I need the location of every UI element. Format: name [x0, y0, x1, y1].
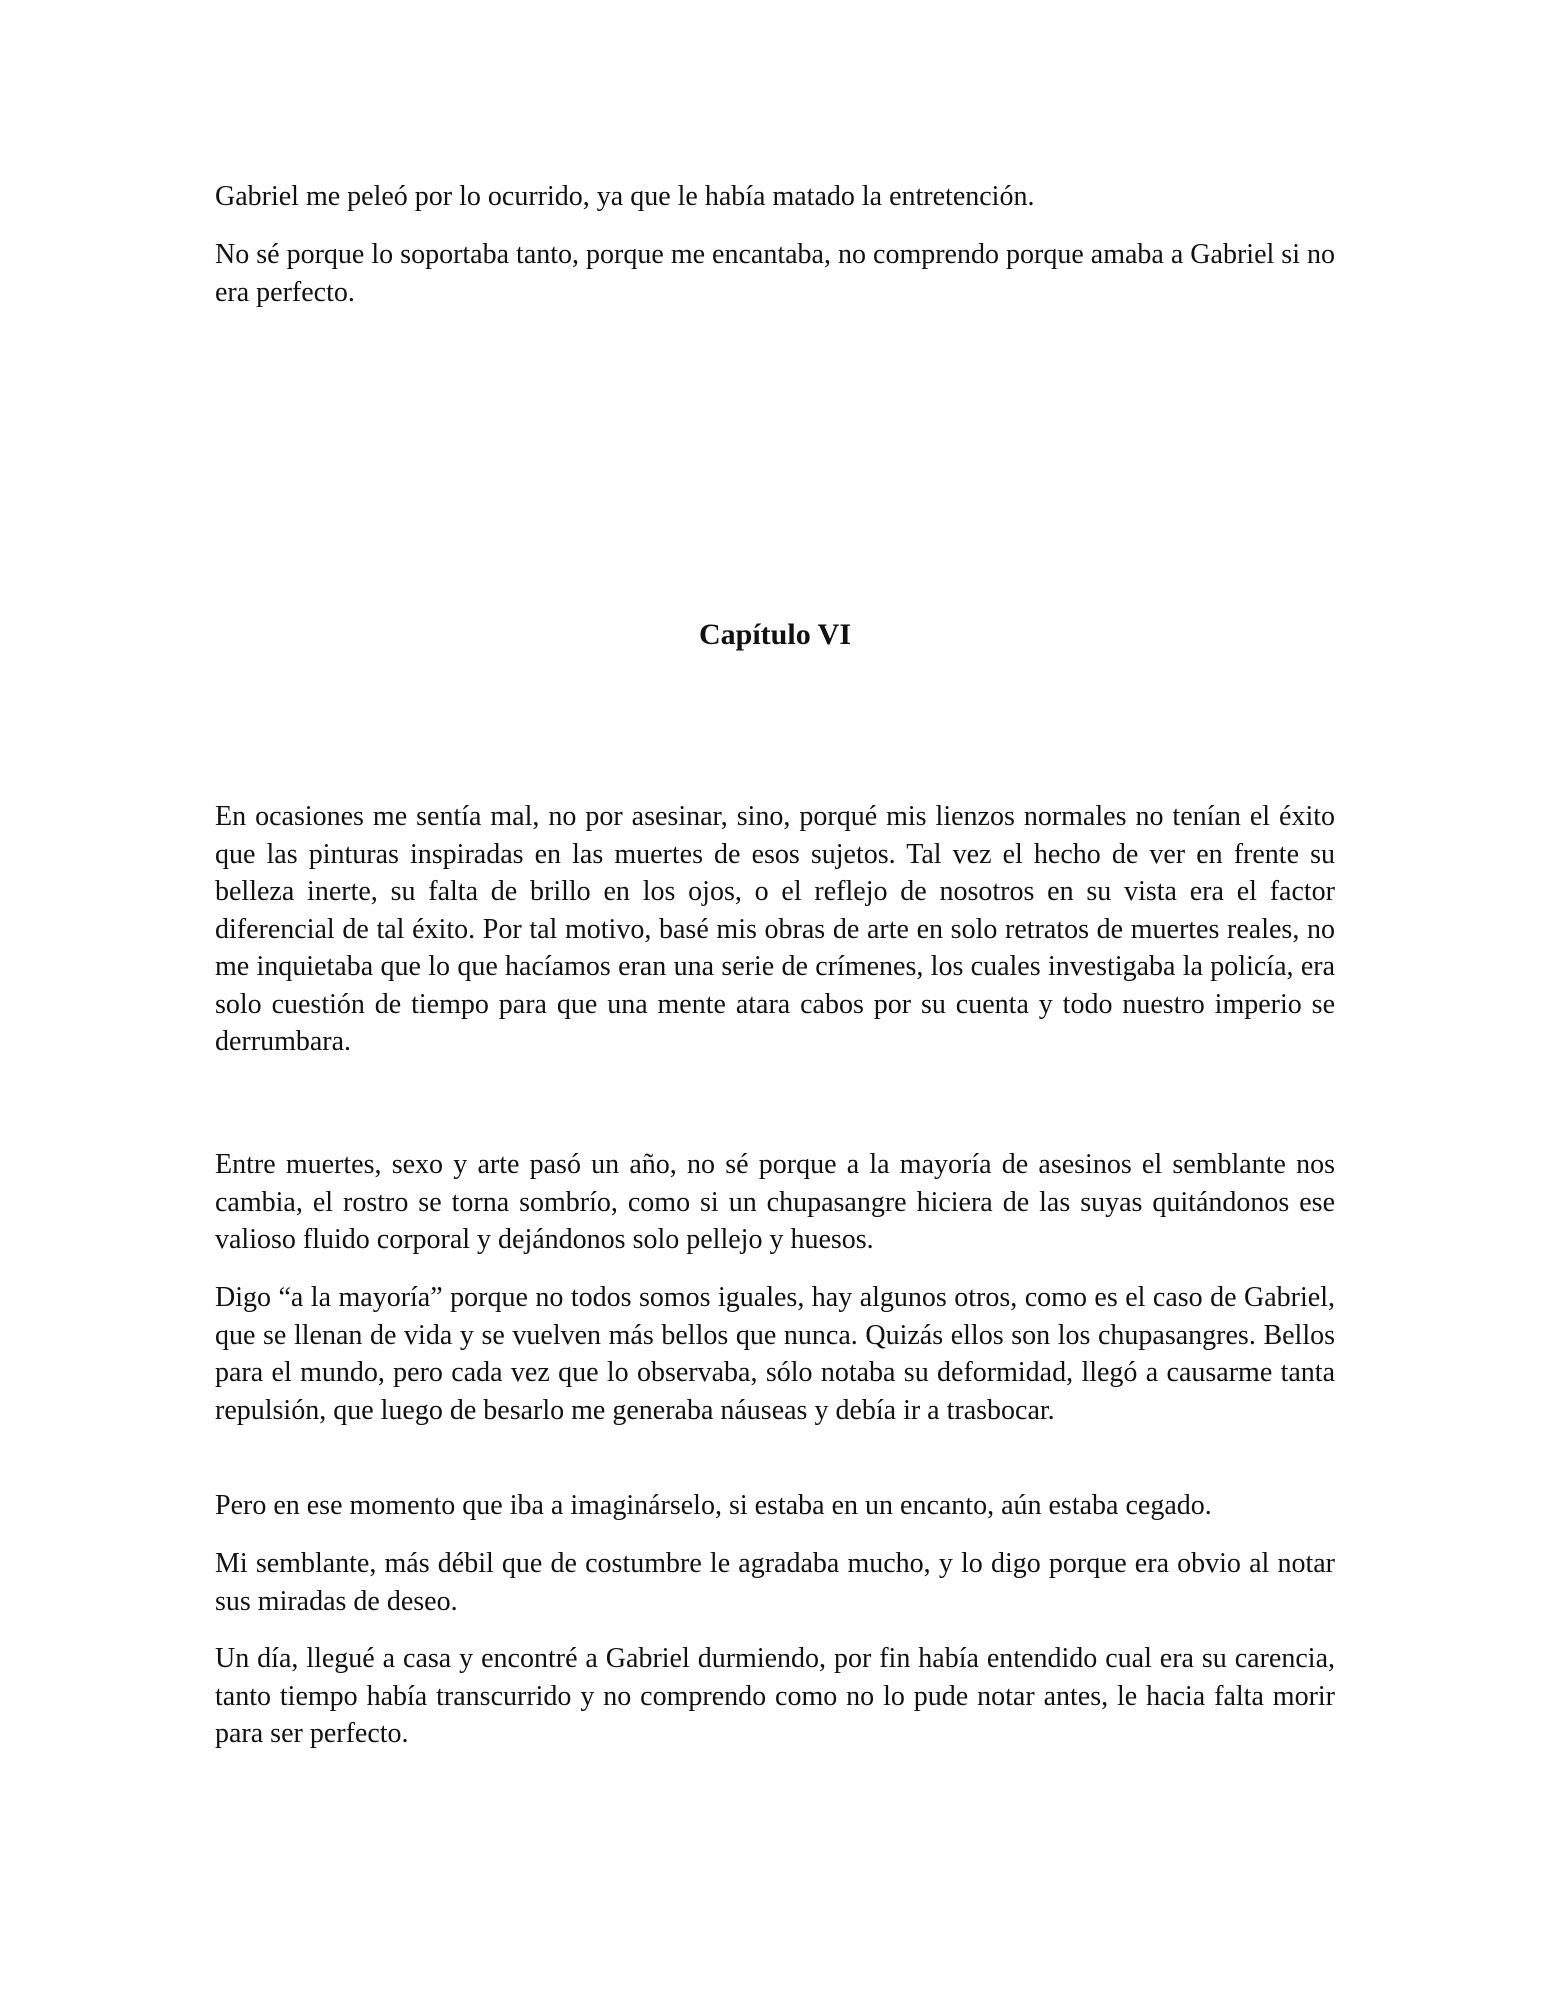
- paragraph-no-se-porque: No sé porque lo soportaba tanto, porque me encantaba, no comprendo porque amaba a Gabriel si no era perfecto.: [215, 239, 1335, 308]
- paragraph-digo-a-la-mayoria: Digo “a la mayoría” porque no todos somos iguales, hay algunos otros, como es el caso de Gabriel, que se llenan de vida y se vuelven más bellos que nunca. Quizás ellos son los chupasangres. Bellos para el mundo, pero cada vez que lo observaba, sólo notaba su deformidad, llegó a causarme tanta repulsión, que luego de besarlo me generaba náuseas y debía ir a trasbocar.: [215, 1282, 1335, 1426]
- chapter-title: Capítulo VI: [699, 618, 851, 651]
- paragraph-mi-semblante: Mi semblante, más débil que de costumbre le agradaba mucho, y lo digo porque era obvio al notar sus miradas de deseo.: [215, 1548, 1335, 1617]
- paragraph-entre-muertes: Entre muertes, sexo y arte pasó un año, no sé porque a la mayoría de asesinos el semblante nos cambia, el rostro se torna sombrío, como si un chupasangre hiciera de las suyas quitándonos ese valioso fluido corporal y dejándonos solo pellejo y huesos.: [215, 1149, 1335, 1255]
- paragraph-pero-en-ese-momento: Pero en ese momento que iba a imaginárselo, si estaba en un encanto, aún estaba cegado.: [215, 1490, 1212, 1521]
- paragraph-gabriel-pelea: Gabriel me peleó por lo ocurrido, ya que le había matado la entretención.: [215, 181, 1035, 212]
- paragraph-un-dia: Un día, llegué a casa y encontré a Gabriel durmiendo, por fin había entendido cual era su carencia, tanto tiempo había transcurrido y no comprendo como no lo pude notar antes, le hacia falta morir para ser perfecto.: [215, 1643, 1335, 1749]
- paragraph-en-ocasiones: En ocasiones me sentía mal, no por asesinar, sino, porqué mis lienzos normales no tenían el éxito que las pinturas inspiradas en las muertes de esos sujetos. Tal vez el hecho de ver en frente su belleza inerte, su falta de brillo en los ojos, o el reflejo de nosotros en su vista era el factor diferencial de tal éxito. Por tal motivo, basé mis obras de arte en solo retratos de muertes reales, no me inquietaba que lo que hacíamos eran una serie de crímenes, los cuales investigaba la policía, era solo cuestión de tiempo para que una mente atara cabos por su cuenta y todo nuestro imperio se derrumbara.: [215, 801, 1335, 1057]
